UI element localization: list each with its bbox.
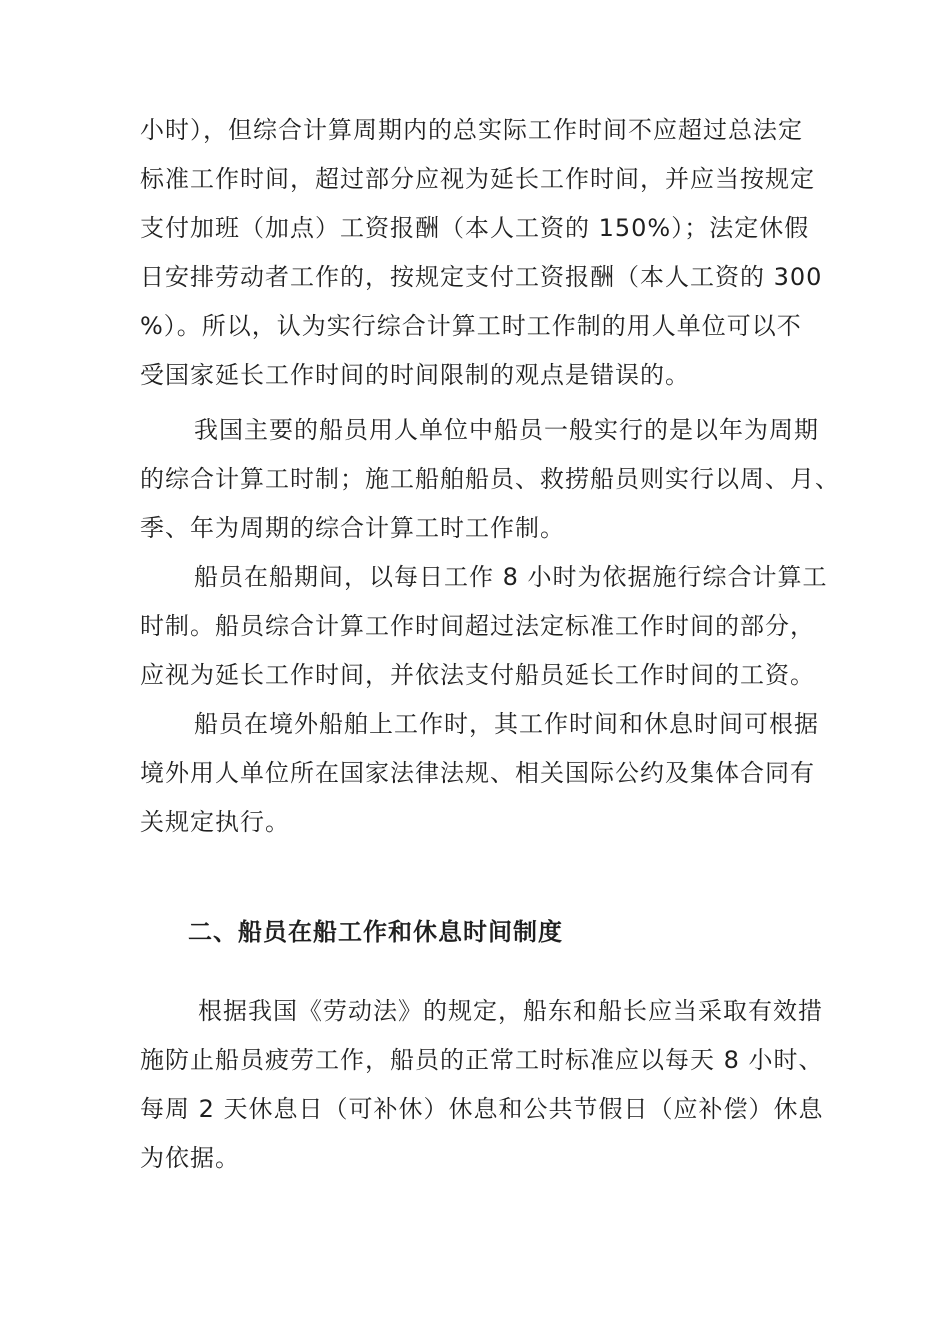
paragraph-onboard-period: [140, 553, 828, 700]
text-line: 船员在船期间，以每日工作 8 小时为依据施行综合计算工: [194, 563, 828, 591]
section-heading: 二、船员在船工作和休息时间制度: [188, 918, 563, 946]
text-line: %）。所以，认为实行综合计算工时工作制的用人单位可以不: [140, 312, 802, 340]
paragraph-foreign-vessels: [140, 700, 820, 847]
paragraph-labor-law: [140, 987, 824, 1183]
text-line: 船员在境外船舶上工作时，其工作时间和休息时间可根据: [194, 710, 819, 738]
paragraph-seafarer-employers: [140, 406, 840, 553]
text-line: 每周 2 天休息日（可补休）休息和公共节假日（应补偿）休息: [140, 1095, 824, 1123]
text-line: 施防止船员疲劳工作，船员的正常工时标准应以每天 8 小时、: [140, 1046, 824, 1074]
text-line: 支付加班（加点）工资报酬（本人工资的 150%）；法定休假: [140, 214, 810, 242]
text-line: 应视为延长工作时间，并依法支付船员延长工作时间的工资。: [140, 661, 815, 689]
text-line: 日安排劳动者工作的，按规定支付工资报酬（本人工资的 300: [140, 263, 823, 291]
text-line: 季、年为周期的综合计算工时工作制。: [140, 514, 565, 542]
text-line: 受国家延长工作时间的时间限制的观点是错误的。: [140, 361, 690, 389]
text-line: 为依据。: [140, 1144, 240, 1172]
text-line: 我国主要的船员用人单位中船员一般实行的是以年为周期: [194, 416, 819, 444]
text-line: 的综合计算工时制；施工船舶船员、救捞船员则实行以周、月、: [140, 465, 840, 493]
text-line: 标准工作时间，超过部分应视为延长工作时间，并应当按规定: [140, 165, 815, 193]
text-line: 境外用人单位所在国家法律法规、相关国际公约及集体合同有: [140, 759, 815, 787]
text-line: 时制。船员综合计算工作时间超过法定标准工作时间的部分，: [140, 612, 815, 640]
paragraph-comprehensive-hours-limit: [140, 106, 823, 400]
text-line: 关规定执行。: [140, 808, 290, 836]
text-line: 小时），但综合计算周期内的总实际工作时间不应超过总法定: [140, 116, 803, 144]
text-line: 根据我国《劳动法》的规定，船东和船长应当采取有效措: [198, 997, 823, 1025]
